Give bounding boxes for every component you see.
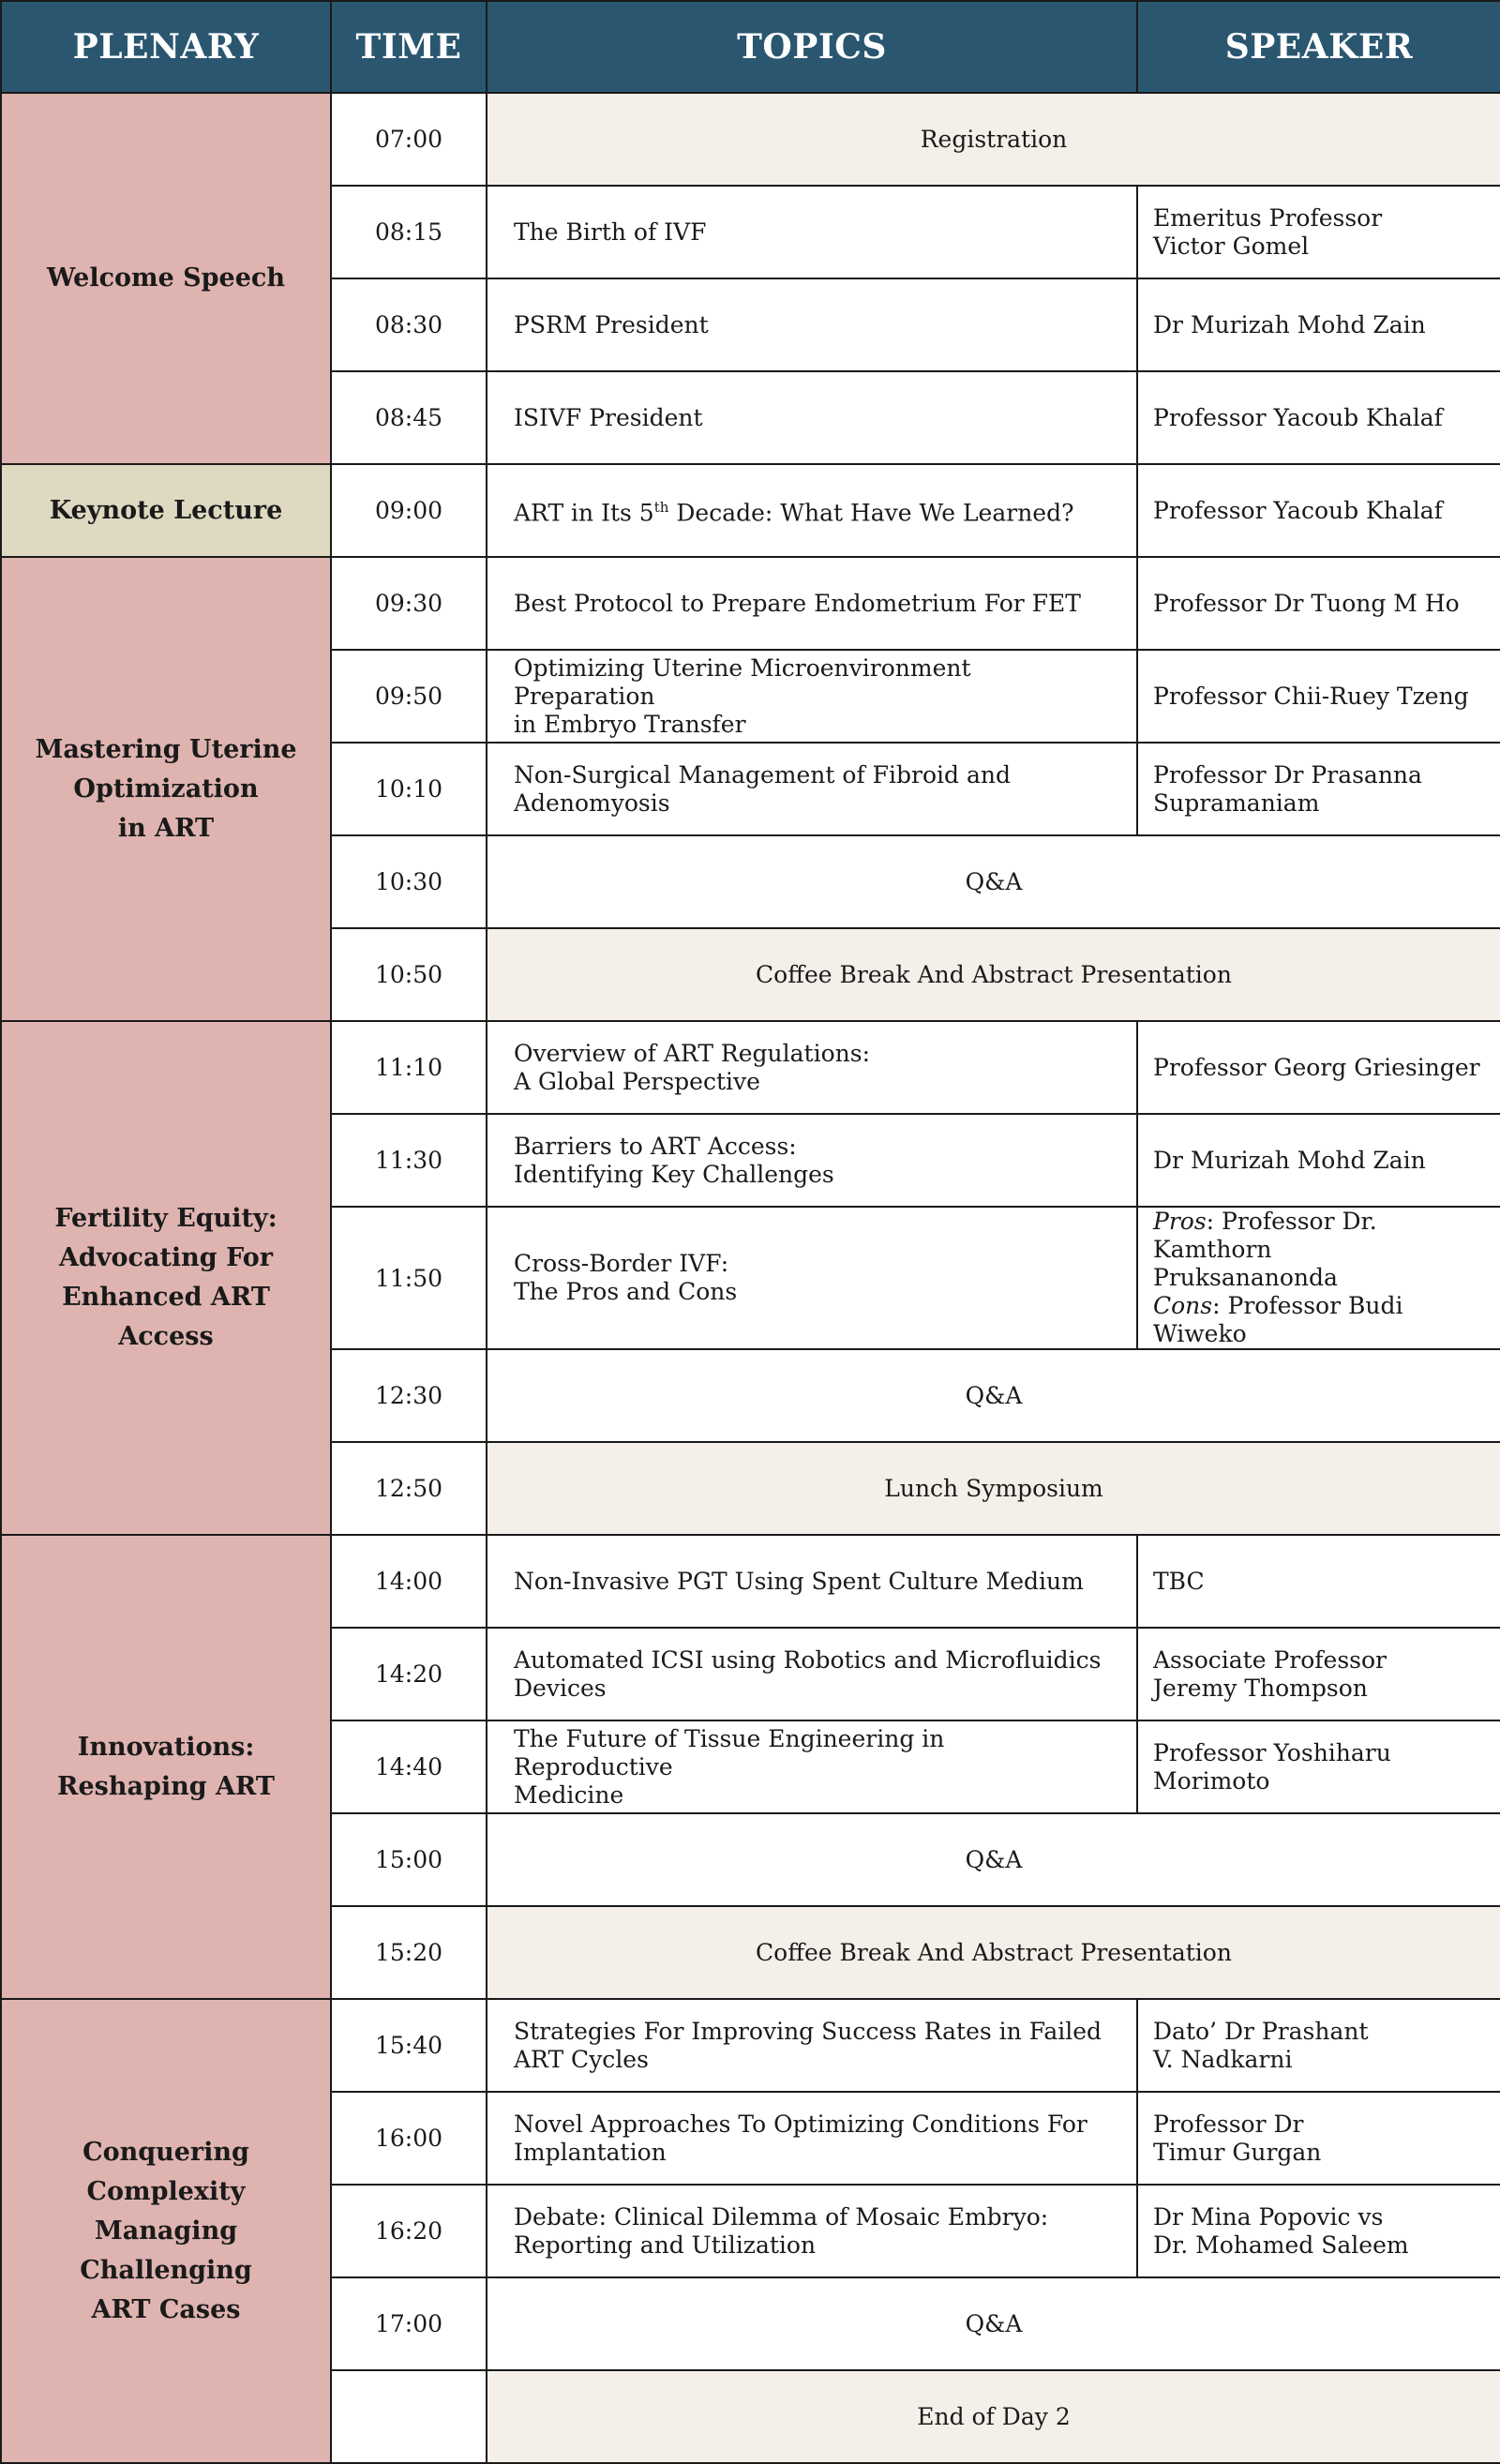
topic-cell: Best Protocol to Prepare Endometrium For FET	[487, 557, 1137, 650]
speaker-cell: Professor Chii-Ruey Tzeng	[1137, 650, 1500, 743]
topic-cell	[487, 2185, 1137, 2277]
time-cell: 15:40	[331, 1999, 487, 2092]
cons-label: Cons	[1153, 1292, 1213, 1319]
qa-cell: Q&A	[487, 2277, 1500, 2370]
session-line: Innovations:	[77, 1732, 255, 1762]
speaker-line: Victor Gomel	[1153, 232, 1310, 260]
session-uterine	[1, 557, 331, 1021]
topic-line: ART Cycles	[514, 2045, 649, 2073]
time-cell: 10:50	[331, 928, 487, 1021]
cons-text: : Professor Budi Wiweko	[1153, 1292, 1403, 1347]
time-cell: 09:00	[331, 464, 487, 557]
session-line: ART Cases	[91, 2294, 241, 2324]
speaker-cell	[1137, 1720, 1500, 1813]
time-cell: 12:30	[331, 1349, 487, 1442]
speaker-line: Dato’ Dr Prashant	[1153, 2017, 1369, 2045]
pros-text: : Professor Dr. Kamthorn	[1153, 1208, 1377, 1263]
session-welcome: Welcome Speech	[1, 93, 331, 464]
topic-line: Adenomyosis	[514, 789, 670, 817]
speaker-cell: Professor Dr Tuong M Ho	[1137, 557, 1500, 650]
time-cell: 09:30	[331, 557, 487, 650]
speaker-line: Timur Gurgan	[1153, 2138, 1322, 2166]
qa-cell: Q&A	[487, 835, 1500, 928]
speaker-line: Professor Dr	[1153, 2110, 1304, 2138]
topic-cell: The Birth of IVF	[487, 186, 1137, 278]
break-cell: Coffee Break And Abstract Presentation	[487, 928, 1500, 1021]
topic-line: Overview of ART Regulations:	[514, 1039, 871, 1067]
speaker-line: Dr. Mohamed Saleem	[1153, 2231, 1409, 2259]
topic-cell	[487, 1628, 1137, 1720]
speaker-cell: Professor Georg Griesinger	[1137, 1021, 1500, 1114]
topic-cell: Non-Invasive PGT Using Spent Culture Medium	[487, 1535, 1137, 1628]
time-cell	[331, 2370, 487, 2463]
session-line: Reshaping ART	[57, 1771, 275, 1801]
header-row	[1, 1, 1500, 93]
topic-line: Optimizing Uterine Microenvironment Preparation	[514, 654, 971, 710]
table-row	[1, 1535, 1500, 1628]
speaker-line: Supramaniam	[1153, 789, 1320, 817]
time-cell: 10:10	[331, 743, 487, 835]
session-line: Mastering Uterine	[35, 734, 297, 764]
time-cell: 11:10	[331, 1021, 487, 1114]
topic-line: Novel Approaches To Optimizing Conditions For	[514, 2110, 1088, 2138]
time-cell: 08:30	[331, 278, 487, 371]
topic-cell	[487, 1999, 1137, 2092]
topic-line: Reporting and Utilization	[514, 2231, 817, 2259]
table-row	[1, 93, 1500, 186]
topic-line: Implantation	[514, 2138, 667, 2166]
speaker-line: Jeremy Thompson	[1153, 1674, 1368, 1702]
session-line: Advocating For	[58, 1243, 274, 1272]
topic-cell	[487, 650, 1137, 743]
speaker-cell	[1137, 186, 1500, 278]
session-line: Managing Challenging	[80, 2216, 252, 2285]
topic-cell: PSRM President	[487, 278, 1137, 371]
session-line: Optimization	[73, 774, 259, 804]
table-row	[1, 464, 1500, 557]
speaker-cell	[1137, 2185, 1500, 2277]
speaker-cell: TBC	[1137, 1535, 1500, 1628]
topic-line: Barriers to ART Access:	[514, 1132, 797, 1160]
topic-line: in Embryo Transfer	[514, 710, 746, 738]
speaker-cell	[1137, 2092, 1500, 2185]
table-row	[1, 557, 1500, 650]
qa-cell: Q&A	[487, 1813, 1500, 1906]
topic-cell	[487, 1720, 1137, 1813]
speaker-cell: Professor Yacoub Khalaf	[1137, 371, 1500, 464]
table-row	[1, 1021, 1500, 1114]
session-line: in ART	[117, 813, 215, 843]
topic-cell	[487, 1021, 1137, 1114]
pros-label: Pros	[1153, 1208, 1207, 1235]
speaker-line: Professor Dr Prasanna	[1153, 760, 1422, 789]
speaker-cell	[1137, 1999, 1500, 2092]
topic-text: ART in Its 5	[514, 499, 654, 527]
speaker-cell	[1137, 1628, 1500, 1720]
time-cell: 16:00	[331, 2092, 487, 2185]
speaker-cell: Professor Yacoub Khalaf	[1137, 464, 1500, 557]
time-header: TIME	[331, 1, 487, 93]
session-complexity	[1, 1999, 331, 2463]
speaker-line: Morimoto	[1153, 1766, 1270, 1795]
topic-line: Debate: Clinical Dilemma of Mosaic Embryo:	[514, 2202, 1049, 2231]
speaker-line: Pruksananonda	[1153, 1264, 1338, 1291]
registration-cell: Registration	[487, 93, 1500, 186]
topic-line: Automated ICSI using Robotics and Microfluidics	[514, 1645, 1102, 1674]
speaker-line: Associate Professor	[1153, 1645, 1387, 1674]
time-cell: 08:15	[331, 186, 487, 278]
time-cell: 09:50	[331, 650, 487, 743]
topic-line: The Future of Tissue Engineering in Reproductive	[514, 1724, 945, 1780]
qa-cell: Q&A	[487, 1349, 1500, 1442]
time-cell: 07:00	[331, 93, 487, 186]
speaker-line: Emeritus Professor	[1153, 203, 1383, 232]
end-of-day-cell: End of Day 2	[487, 2370, 1500, 2463]
time-cell: 14:40	[331, 1720, 487, 1813]
topic-cell	[487, 743, 1137, 835]
time-cell: 10:30	[331, 835, 487, 928]
time-cell: 14:00	[331, 1535, 487, 1628]
topic-line: The Pros and Cons	[514, 1278, 738, 1305]
topic-cell	[487, 1114, 1137, 1207]
time-cell: 11:30	[331, 1114, 487, 1207]
time-cell: 12:50	[331, 1442, 487, 1535]
topic-cell	[487, 1207, 1137, 1349]
speaker-cell	[1137, 1207, 1500, 1349]
plenary-header: PLENARY	[1, 1, 331, 93]
speaker-line: V. Nadkarni	[1153, 2045, 1293, 2073]
speaker-line	[1153, 1208, 1485, 1264]
session-innovations	[1, 1535, 331, 1999]
topic-line: Devices	[514, 1674, 607, 1702]
session-line: Enhanced ART Access	[62, 1283, 270, 1351]
topic-line: Non-Surgical Management of Fibroid and	[514, 760, 1011, 789]
topics-header: TOPICS	[487, 1, 1137, 93]
time-cell: 17:00	[331, 2277, 487, 2370]
speaker-cell: Dr Murizah Mohd Zain	[1137, 278, 1500, 371]
speaker-cell: Dr Murizah Mohd Zain	[1137, 1114, 1500, 1207]
break-cell: Coffee Break And Abstract Presentation	[487, 1906, 1500, 1999]
session-equity	[1, 1021, 331, 1535]
topic-cell	[487, 464, 1137, 557]
time-cell: 15:00	[331, 1813, 487, 1906]
topic-cell: ISIVF President	[487, 371, 1137, 464]
topic-line: Strategies For Improving Success Rates in Failed	[514, 2017, 1102, 2045]
session-line: Conquering Complexity	[82, 2137, 249, 2206]
topic-line: A Global Perspective	[514, 1067, 760, 1095]
time-cell: 14:20	[331, 1628, 487, 1720]
speaker-cell	[1137, 743, 1500, 835]
session-keynote: Keynote Lecture	[1, 464, 331, 557]
lunch-cell: Lunch Symposium	[487, 1442, 1500, 1535]
topic-superscript: th	[653, 499, 669, 517]
session-line: Fertility Equity:	[54, 1204, 278, 1233]
time-cell: 08:45	[331, 371, 487, 464]
speaker-line	[1153, 1292, 1485, 1348]
table-row	[1, 1999, 1500, 2092]
time-cell: 16:20	[331, 2185, 487, 2277]
topic-text: Decade: What Have We Learned?	[668, 499, 1074, 527]
speaker-line: Professor Yoshiharu	[1153, 1738, 1391, 1766]
topic-line: Identifying Key Challenges	[514, 1160, 834, 1188]
topic-line: Medicine	[514, 1780, 624, 1809]
speaker-line: Dr Mina Popovic vs	[1153, 2202, 1384, 2231]
topic-line: Cross-Border IVF:	[514, 1250, 729, 1277]
topic-cell	[487, 2092, 1137, 2185]
time-cell: 15:20	[331, 1906, 487, 1999]
speaker-header: SPEAKER	[1137, 1, 1500, 93]
time-cell: 11:50	[331, 1207, 487, 1349]
